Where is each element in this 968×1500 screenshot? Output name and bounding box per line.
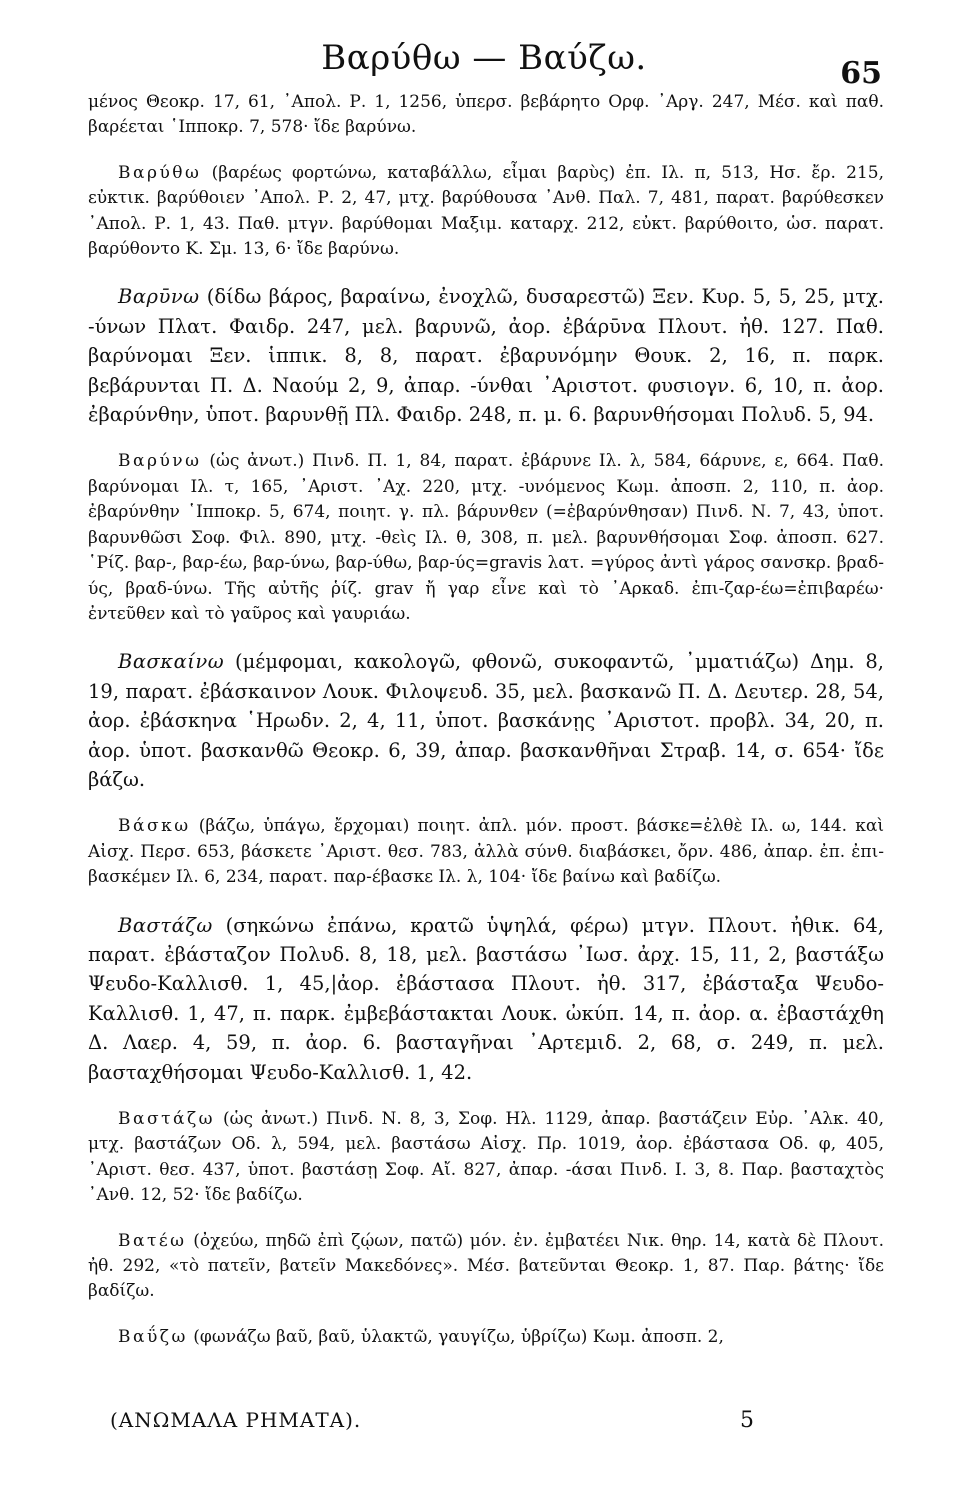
dictionary-entry [88,647,884,794]
footer-title: (ΑΝΩΜΑΛΑ ΡΗΜΑΤΑ). [110,1408,362,1432]
entry-headword: Βαστάζω [118,1109,216,1129]
dictionary-entry [88,161,884,263]
entry-text: (βαρέως φορτώνω, καταβάλλω, εἶμαι βαρὺς) ἐπ. Ιλ. π, 513, Ησ. ἔρ. 215, εὐκτικ. βαρύθοιεν ᾿Απολ. Ρ. 2, 47, μτχ. βαρύθουσα ᾿Ανθ. Παλ. 7, 481, παρατ. βαρύθεσκεν ᾿Απολ. Ρ. 1, 43. Παθ. μτγν. βαρύθομαι Μαξιμ. καταρχ. 212, εὐκτ. βαρύθοιτο, ὡσ. παρατ. βαρύθοντο Κ. Σμ. 13, 6· ἴδε βαρύνω. [88,162,884,260]
entry-headword: Βαΰζω [118,1326,188,1347]
entry-headword: Βαρύνω [118,451,202,472]
page-number: 65 [840,56,882,91]
dictionary-entry [88,449,884,627]
dictionary-entry [88,1107,884,1209]
entry-text: (σηκώνω ἐπάνω, κρατῶ ὑψηλά, φέρω) μτγν. Πλουτ. ἠθικ. 64, παρατ. ἐβάσταζον Πολυδ. 8, 18, μελ. βαστάσω ᾿Ιωσ. ἀρχ. 15, 11, 2, βαστάξω Ψευδο-Καλλισθ. 1, 45,|ἀορ. ἐβάστασα Πλουτ. ἠθ. 317, ἐβάσταξα Ψευδο-Καλλισθ. 1, 47, π. παρκ. ἐμβεβάστακται Λουκ. ὠκύπ. 14, π. ἀορ. α. ἐβαστάχθη Δ. Λαερ. 4, 59, π. ἀορ. 6. βασταγῆναι ᾿Αρτεμιδ. 2, 68, σ. 249, π. μελ. βασταχθήσομαι Ψευδο-Καλλισθ. 1, 42. [88,913,884,1084]
entry-text: (ὡς ἀνωτ.) Πινδ. Ν. 8, 3, Σοφ. Ηλ. 1129, ἀπαρ. βαστάζειν Εὐρ. ᾿Αλκ. 40, μτχ. βαστάζων Οδ. λ, 594, μελ. βαστάσω Αἰσχ. Πρ. 1019, ἀορ. ἐβάστασα Οδ. φ, 405, ᾿Αριστ. θεσ. 437, ὑποτ. βαστάσῃ Σοφ. Αἴ. 827, ἀπαρ. -άσαι Πινδ. Ι. 3, 8. Παρ. βασταχτὸς ᾿Ανθ. 12, 52· ἴδε βαδίζω. [88,1109,884,1206]
entry-text: (ὡς ἀνωτ.) Πινδ. Π. 1, 84, παρατ. ἐβάρυνε Ιλ. λ, 584, 6άρυνε, ε, 664. Παθ. βαρύνομαι Ιλ. τ, 165, ᾿Αριστ. ᾿Αχ. 220, μτχ. -υνόμενος Κωμ. ἀποσπ. 2, 110, π. ἀορ. ἐβαρύνθην ῾Ιπποκρ. 5, 674, ποιητ. γ. πλ. βάρυνθεν (=ἐβαρύνθησαν) Πινδ. Ν. 7, 43, ὑποτ. βαρυνθῶσι Σοφ. Φιλ. 890, μτχ. -θεὶς Ιλ. θ, 308, π. μελ. βαρυνθήσομαι Σοφ. ἀποσπ. 627. ῾Ρίζ. βαρ-, βαρ-έω, βαρ-ύνω, βαρ-ύθω, βαρ-ύς=gravis λατ. =γύρος ἀντὶ γάρος σανσκρ. βραδ-ύς, βραδ-ύνω. Τῆς αὐτῆς ῥίζ. grav ἤ γαρ εἶνε καὶ τὸ ᾿Αρκαδ. ἐπι-ζαρ-έω=ἐπιβαρέω· ἐντεῦθεν καὶ τὸ γαῦρος καὶ γαυριάω. [88,451,884,624]
dictionary-entry [88,1229,884,1305]
dictionary-entry [88,1325,884,1350]
running-title: Βαρύθω — Βαύζω. [321,38,647,78]
entry-headword: Βάσκω [118,816,191,837]
entry-headword: Βασκαίνω [118,650,225,674]
dictionary-entry [88,911,884,1087]
entry-text: (δίδω βάρος, βαραίνω, ἐνοχλῶ, δυσαρεστῶ) Ξεν. Κυρ. 5, 5, 25, μτχ. -ύνων Πλατ. Φαιδρ. 247, μελ. βαρυνῶ, ἀορ. ἐβάρῡνα Πλουτ. ἠθ. 127. Παθ. βαρύνομαι Ξεν. ἱππικ. 8, 8, παρατ. ἐβαρυνόμην Θουκ. 2, 16, π. παρκ. βεβάρυνται Π. Δ. Ναούμ 2, 9, ἀπαρ. -ύνθαι ᾿Αριστοτ. φυσιογν. 6, 10, π. ἀορ. ἐβαρύνθην, ὑποτ. βαρυνθῇ Πλ. Φαιδρ. 248, π. μ. 6. βαρυνθήσομαι Πολυδ. 5, 94. [88,285,884,427]
entry-text: (φωνάζω βαῦ, βαῦ, ὑλακτῶ, γαυγίζω, ὑβρίζω) Κωμ. ἀποσπ. 2, [187,1326,724,1347]
entry-text: (ὀχεύω, πηδῶ ἐπὶ ζῴων, πατῶ) μόν. ἐν. ἐμβατέει Νικ. θηρ. 14, κατὰ δὲ Πλουτ. ἠθ. 292, «τὸ πατεῖν, βατεῖν Μακεδόνες». Μέσ. βατεῦνται Θεοκρ. 1, 87. Παρ. βάτης· ἴδε βαδίζω. [88,1230,884,1302]
entry-headword: Βαρῡνω [118,285,200,309]
running-head [0,38,968,91]
entry-headword: Βαρύθω [118,162,202,183]
page-footer [88,1408,884,1442]
signature-mark: 5 [740,1408,754,1433]
dictionary-entry [88,282,884,429]
dictionary-entry [88,814,884,890]
entry-text: μένος Θεοκρ. 17, 61, ᾿Απολ. Ρ. 1, 1256, ὑπερσ. βεβάρητο Ορφ. ᾿Αργ. 247, Μέσ. καὶ παθ. βαρέεται ῾Ιπποκρ. 7, 578· ἴδε βαρύνω. [88,92,884,138]
dictionary-body [88,90,884,1370]
entry-headword: Βαστάζω [118,913,213,937]
entry-headword: Βατέω [118,1230,187,1251]
dictionary-entry [88,90,884,141]
entry-text: (βάζω, ὑπάγω, ἔρχομαι) ποιητ. ἀπλ. μόν. προστ. βάσκε=ἐλθὲ Ιλ. ω, 144. καὶ Αἰσχ. Περσ. 653, βάσκετε ᾿Αριστ. θεσ. 783, ἀλλὰ σύνθ. διαβάσκει, ὄρν. 486, ἀπαρ. ἐπ. ἐπι-βασκέμεν Ιλ. 6, 234, παρατ. παρ-έβασκε Ιλ. λ, 104· ἴδε βαίνω καὶ βαδίζω. [88,816,884,888]
entry-text: (μέμφομαι, κακολογῶ, φθονῶ, συκοφαντῶ, ᾿μματιάζω) Δημ. 8, 19, παρατ. ἐβάσκαινον Λουκ. Φιλοψευδ. 35, μελ. βασκανῶ Π. Δ. Δευτερ. 28, 54, ἀορ. ἐβάσκηνα ῾Ηρωδν. 2, 4, 11, ὑποτ. βασκάνῃς ᾿Αριστοτ. προβλ. 34, 20, π. ἀορ. ὑποτ. βασκανθῶ Θεοκρ. 6, 39, ἀπαρ. βασκανθῆναι Στραβ. 14, σ. 654· ἴδε βάζω. [88,650,884,791]
